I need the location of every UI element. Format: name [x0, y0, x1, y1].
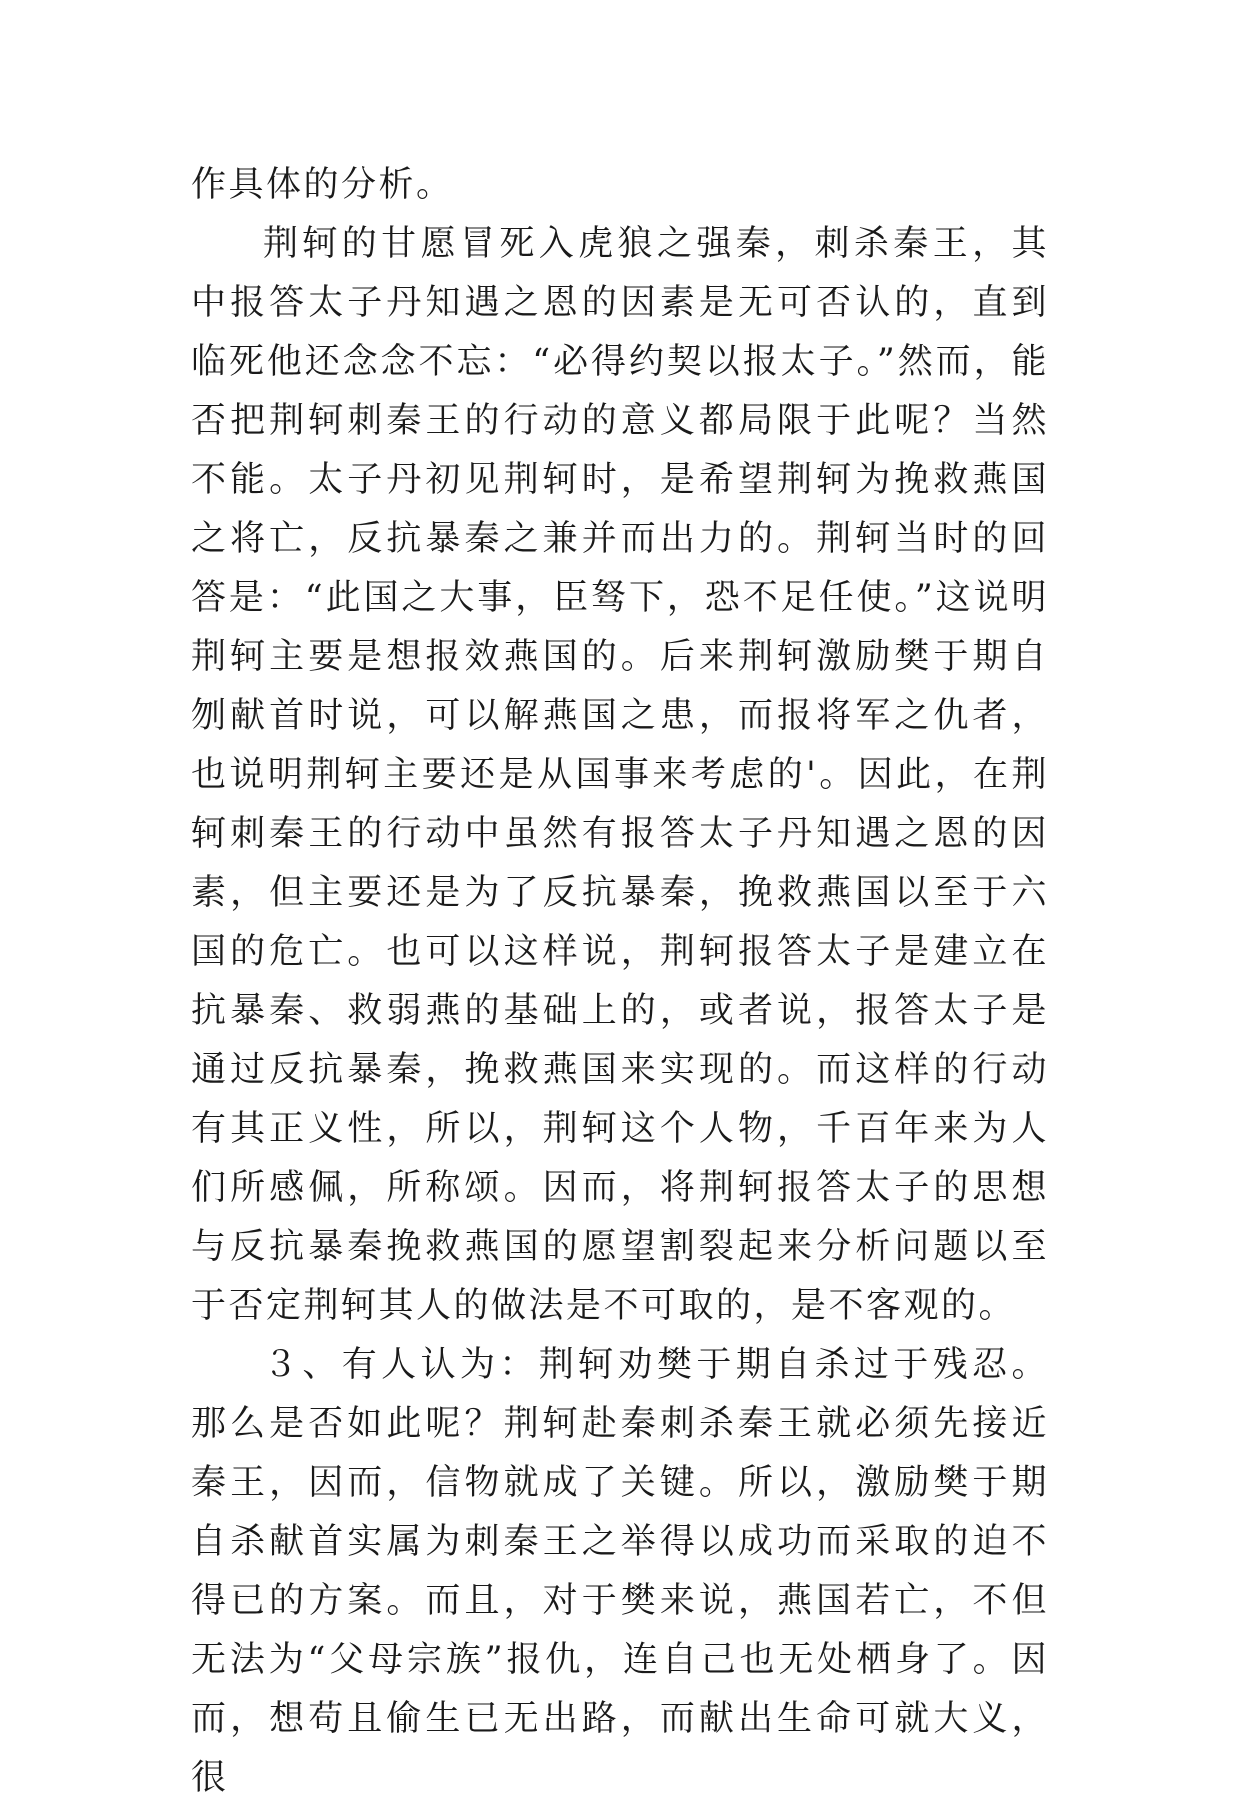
- body-text: [191, 156, 1049, 1808]
- paragraph-3: ３、有人认为：荆轲劝樊于期自杀过于残忍。那么是否如此呢？荆轲赴秦刺杀秦王就必须先接近秦王，因而，信物就成了关键。所以，激励樊于期自杀献首实属为刺秦王之举得以成功而采取的迫不得已的方案。而且，对于樊来说，燕国若亡，不但无法为“父母宗族”报仇，连自己也无处栖身了。因而，想苟且偷生已无出路，而献出生命可就大义，很: [191, 1345, 1049, 1798]
- paragraph-1: 作具体的分析。: [191, 165, 454, 205]
- paragraph-2: 荆轲的甘愿冒死入虎狼之强秦，刺杀秦王，其中报答太子丹知遇之恩的因素是无可否认的，直到临死他还念念不忘：“必得约契以报太子。”然而，能否把荆轲刺秦王的行动的意义都局限于此呢？当然不能。太子丹初见荆轲时，是希望荆轲为挽救燕国之将亡，反抗暴秦之兼并而出力的。荆轲当时的回答是：“此国之大事，臣驽下，恐不足任使。”这说明荆轲主要是想报效燕国的。后来荆轲激励樊于期自刎献首时说，可以解燕国之患，而报将军之仇者，也说明荆轲主要还是从国事来考虑的'。因此，在荆轲刺秦王的行动中虽然有报答太子丹知遇之恩的因素，但主要还是为了反抗暴秦，挽救燕国以至于六国的危亡。也可以这样说，荆轲报答太子是建立在抗暴秦、救弱燕的基础上的，或者说，报答太子是通过反抗暴秦，挽救燕国来实现的。而这样的行动有其正义性，所以，荆轲这个人物，千百年来为人们所感佩，所称颂。因而，将荆轲报答太子的思想与反抗暴秦挽救燕国的愿望割裂起来分析问题以至于否定荆轲其人的做法是不可取的，是不客观的。: [191, 224, 1049, 1326]
